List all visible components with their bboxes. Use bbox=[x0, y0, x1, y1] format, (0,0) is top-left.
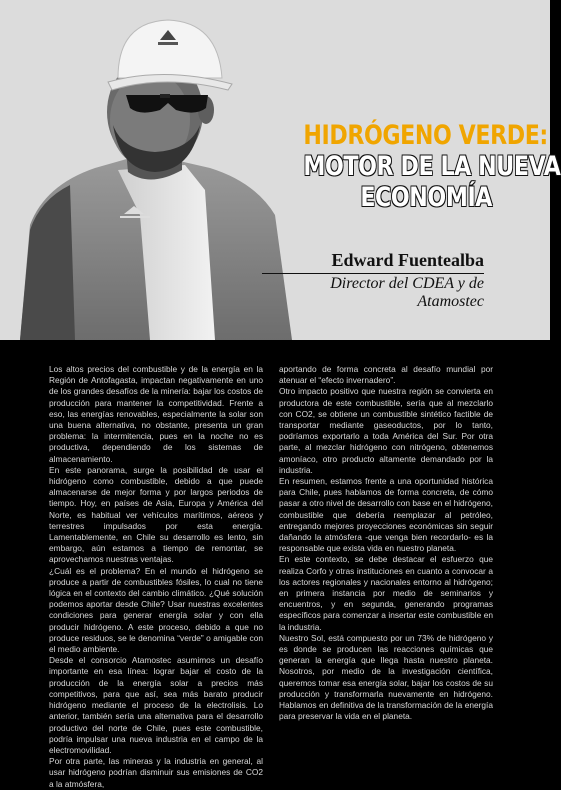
paragraph: Otro impacto positivo que nuestra región se convierta en productora de este combustible, sería que al mezclarlo con CO2, se obtiene un combustible sintético factible de transportar mediante gaseoductos, por lo tanto, podríamos exportarlo a toda América del Sur. Por otra parte, al mezclar hidrógeno con nitrógeno, obtenemos amoníaco, otro producto altamente demandado por la industria. bbox=[279, 386, 493, 475]
paragraph: Desde el consorcio Atamostec asumimos un desafío importante en esa línea: lograr bajar el costo de la producción de la energía solar a precios más competitivos, para que así, sea más barato producir hidrógeno mediante el proceso de la electrolisis. Lo anterior, también sería una alternativa para el desarrollo productivo del norte de Chile, pues este combustible, podría impulsar una nueva industria en el campo de la electromovilidad. bbox=[49, 655, 263, 755]
hard-hat-worker-photo bbox=[0, 0, 300, 340]
paragraph: En este contexto, se debe destacar el esfuerzo que realiza Corfo y otras instituciones en cuanto a convocar a los actores regionales y nacionales entorno al hidrógeno; en primera instancia por medio de seminarios y encuentros, y en segunda, generando programas específicos para comenzar a insertar este combustible en la industria. bbox=[279, 554, 493, 632]
paragraph: ¿Cuál es el problema? En el mundo el hidrógeno se produce a partir de combustibles fósiles, lo cual no tiene lógica en el contexto del cambio climático. ¿Qué solución podemos aportar desde Chile? Usar nuestras excelentes condiciones para generar energía solar y con ella producir hidrógeno. A este proceso, debido a que no produce residuos, se le denomina “verde” o amigable con el medio ambiente. bbox=[49, 565, 263, 655]
article-column-left bbox=[49, 364, 263, 790]
article-title bbox=[262, 120, 561, 213]
paragraph: Por otra parte, las mineras y la industria en general, al usar hidrógeno podrían disminuir sus emisiones de CO2 a la atmósfera, bbox=[49, 756, 263, 789]
paragraph: Nuestro Sol, está compuesto por un 73% de hidrógeno y es donde se producen las reacciones químicas que generan la energía que llega hasta nuestro planeta. Nosotros, por medio de la investigación científica, queremos tomar esa energía solar, bajar los costos de su producción y transformarla nuevamente en hidrógeno. Hablamos en definitiva de la transformación de la energía para preservar la vida en el planeta. bbox=[279, 632, 493, 722]
paragraph: aportando de forma concreta al desafío mundial por atenuar el “efecto invernadero”. bbox=[279, 364, 493, 386]
title-line-1: HIDRÓGENO VERDE: bbox=[303, 120, 548, 151]
author-name: Edward Fuentealba bbox=[262, 250, 484, 274]
paragraph: Los altos precios del combustible y de la energía en la Región de Antofagasta, impactan negativamente en uno de los grandes desafíos de la minería: bajar los costos de producción para mantener la competitividad. Frente a eso, las energías renovables, especialmente la solar son una buena alternativa, no obstante, presenta un gran problema: la intermitencia, pues en la noche no es productiva, dependiendo de los sistemas de almacenamiento. bbox=[49, 364, 263, 464]
author-role: Director del CDEA y de Atamostec bbox=[330, 275, 484, 310]
author-block bbox=[262, 250, 484, 311]
title-line-3: ECONOMÍA bbox=[360, 182, 492, 213]
article-column-right bbox=[279, 364, 493, 790]
title-line-2: MOTOR DE LA NUEVA bbox=[303, 151, 561, 182]
paragraph: En resumen, estamos frente a una oportunidad histórica para Chile, pues hablamos de forma concreta, de cómo pasar a otro nivel de desarrollo con base en el hidrógeno, combustible que debería reemplazar al petróleo, entregando mejores proyecciones económicas sin seguir dañando la atmósfera -que venga bien recordarlo- es la responsable que exista vida en nuestro planeta. bbox=[279, 476, 493, 554]
header-section bbox=[0, 0, 561, 340]
paragraph: En este panorama, surge la posibilidad de usar el hidrógeno como combustible, debido a que puede almacenarse de mejor forma y por largos periodos de tiempo. Hoy, en países de Asia, Europa y América del Norte, es habitual ver vehículos marítimos, aéreos y terrestres impulsados por esta energía. Lamentablemente, en Chile su desarrollo es lento, sin embargo, aún estamos a tiempo de remontar, se aprovechamos nuestras ventajas. bbox=[49, 464, 263, 565]
article-body bbox=[49, 364, 493, 790]
